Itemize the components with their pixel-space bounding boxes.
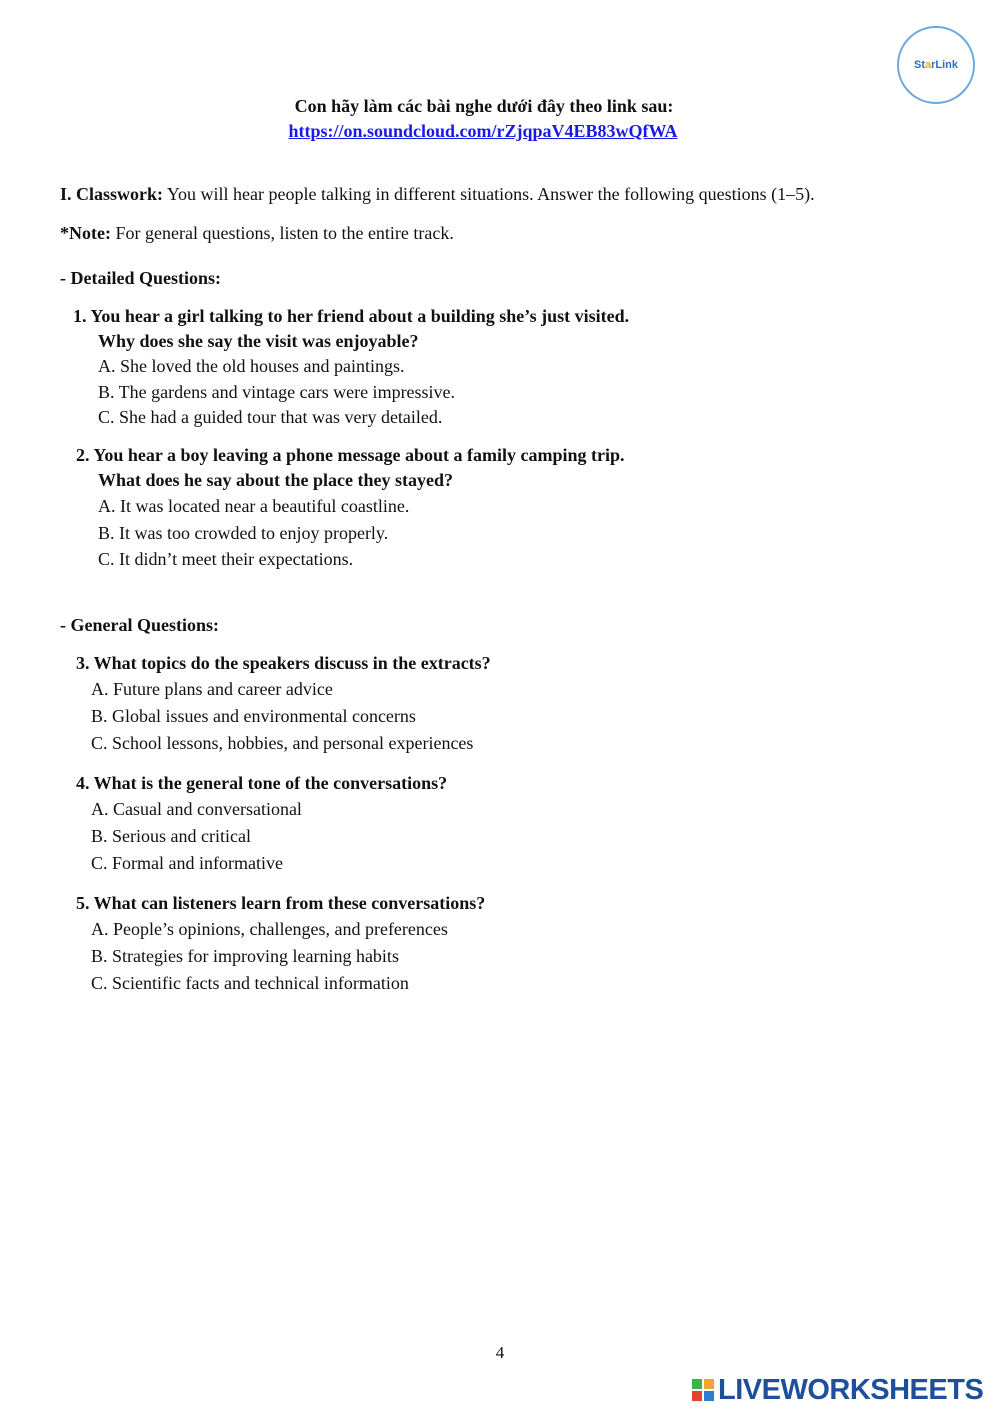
question-1-option-c[interactable]: C. She had a guided tour that was very detailed. [98, 407, 443, 427]
classwork-label: I. Classwork: [60, 184, 164, 204]
logo-block-red [692, 1391, 702, 1401]
question-3-option-b[interactable]: B. Global issues and environmental concerns [91, 706, 416, 726]
question-4-option-a[interactable]: A. Casual and conversational [91, 799, 302, 819]
question-1-option-a[interactable]: A. She loved the old houses and paintings. [98, 356, 405, 376]
question-5-option-c[interactable]: C. Scientific facts and technical information [91, 973, 409, 993]
starlink-logo-text: StarLink [913, 59, 959, 71]
question-1-prompt: Why does she say the visit was enjoyable? [98, 331, 419, 351]
question-4-option-c[interactable]: C. Formal and informative [91, 853, 283, 873]
question-5-option-b[interactable]: B. Strategies for improving learning habits [91, 946, 399, 966]
detailed-questions-heading: - Detailed Questions: [60, 268, 221, 288]
liveworksheets-logo-icon [692, 1379, 714, 1401]
starlink-logo [897, 26, 975, 104]
question-3-option-a[interactable]: A. Future plans and career advice [91, 679, 333, 699]
logo-block-green [692, 1379, 702, 1389]
note [60, 223, 454, 244]
question-5: 5. What can listeners learn from these conversations? [76, 893, 486, 913]
question-2-option-b[interactable]: B. It was too crowded to enjoy properly. [98, 523, 389, 543]
general-questions-heading: - General Questions: [60, 615, 219, 635]
question-2: 2. You hear a boy leaving a phone message about a family camping trip. [76, 445, 625, 465]
question-1-option-b[interactable]: B. The gardens and vintage cars were impressive. [98, 382, 456, 402]
question-3: 3. What topics do the speakers discuss in the extracts? [76, 653, 491, 673]
question-4-option-b[interactable]: B. Serious and critical [91, 826, 251, 846]
logo-block-blue [704, 1391, 714, 1401]
soundcloud-link[interactable]: https://on.soundcloud.com/rZjqpaV4EB83wQfWA [288, 121, 678, 141]
question-5-option-a[interactable]: A. People’s opinions, challenges, and preferences [91, 919, 448, 939]
question-1: 1. You hear a girl talking to her friend about a building she’s just visited. [73, 306, 630, 326]
liveworksheets-brand[interactable] [692, 1373, 983, 1407]
question-4: 4. What is the general tone of the conversations? [76, 773, 448, 793]
note-text: For general questions, listen to the entire track. [110, 223, 454, 243]
question-2-option-a[interactable]: A. It was located near a beautiful coastline. [98, 496, 410, 516]
classwork-instruction [60, 184, 815, 205]
liveworksheets-wordmark: LIVEWORKSHEETS [718, 1373, 984, 1406]
question-3-option-c[interactable]: C. School lessons, hobbies, and personal experiences [91, 733, 474, 753]
classwork-text: You will hear people talking in different situations. Answer the following questions (1–5). [163, 184, 815, 204]
header-title: Con hãy làm các bài nghe dưới đây theo link sau: [294, 96, 674, 116]
note-label: *Note: [60, 223, 111, 243]
page-number: 4 [495, 1343, 505, 1362]
question-2-prompt: What does he say about the place they stayed? [98, 470, 454, 490]
logo-block-orange [704, 1379, 714, 1389]
question-2-option-c[interactable]: C. It didn’t meet their expectations. [98, 549, 354, 569]
